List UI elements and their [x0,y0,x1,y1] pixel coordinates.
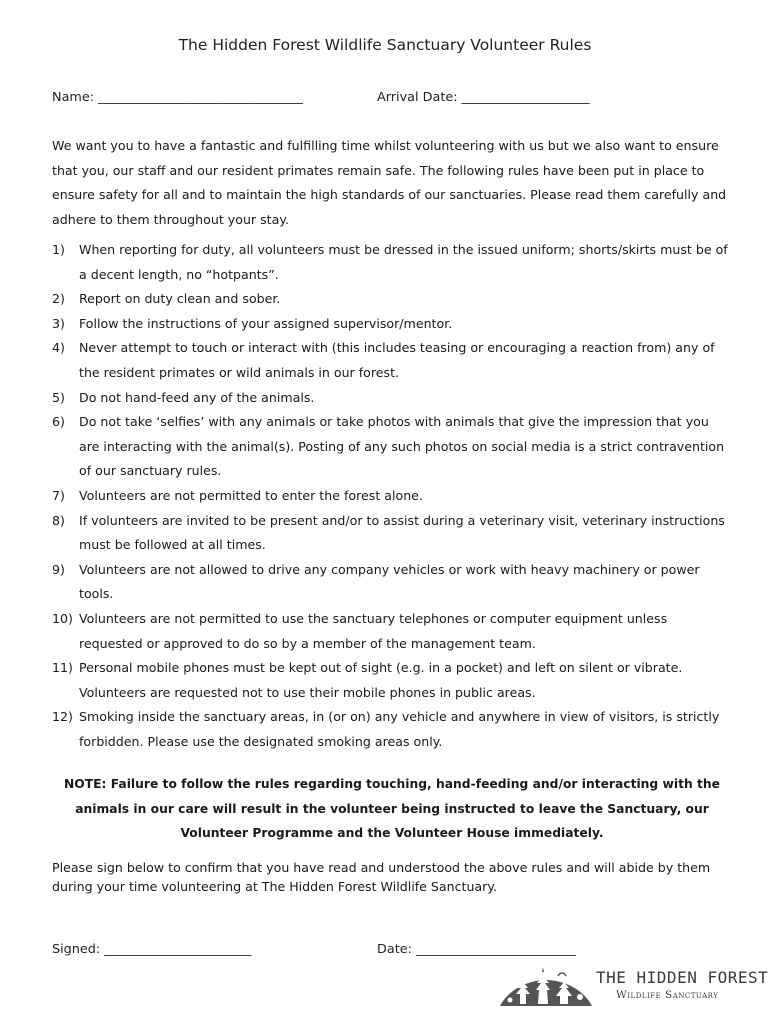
rule-number: 5) [52,389,65,405]
note-paragraph: NOTE: Failure to follow the rules regarding touching, hand-feeding and/or interacting with the animals in our care will result in the volunteer being instructed to leave the Sanctuary, our Volunteer Programme and the Volunteer House immediately. [64,777,720,841]
rule-number: 1) [52,242,65,257]
rule-text: When reporting for duty, all volunteers must be dressed in the issued uniform; shorts/skirts must be of a decent length, no “hotpants”. [79,242,728,282]
sanctuary-logo [498,966,769,1008]
rule-number: 8) [52,512,65,528]
rule-number: 7) [52,487,65,503]
rule-item [52,312,732,337]
rule-text: Volunteers are not permitted to enter the forest alone. [79,487,423,503]
arrival-date-field: Arrival Date: ____________________ [377,90,590,105]
rule-number: 12) [52,709,73,725]
intro-paragraph: We want you to have a fantastic and fulfilling time whilst volunteering with us but we also want to ensure that you, our staff and our resident primates remain safe. The following rules have been put in place to ensure safety for all and to maintain the high standards of our sanctuaries. Please read them carefully and adhere to them throughout your stay. [52,138,727,227]
rule-text: Follow the instructions of your assigned supervisor/mentor. [79,315,453,331]
document-title: The Hidden Forest Wildlife Sanctuary Volunteer Rules [178,36,592,54]
rule-text: Volunteers are not permitted to use the sanctuary telephones or computer equipment unless requested or approved to do so by a member of the management team. [79,610,668,651]
rule-item [52,656,732,705]
rule-text: Never attempt to touch or interact with (this includes teasing or encouraging a reaction from) any of the resident primates or wild animals in our forest. [79,340,715,380]
rule-item [52,336,732,385]
rule-text: Do not hand-feed any of the animals. [79,389,315,405]
rule-number: 6) [52,414,65,430]
date-field: Date: _________________________ [377,942,576,957]
forest-trees-icon [498,966,594,1006]
logo-title: THE HIDDEN FOREST [596,968,769,987]
rule-number: 3) [52,315,65,331]
rule-text: If volunteers are invited to be present and/or to assist during a veterinary visit, veterinary instructions must be followed at all times. [79,512,725,553]
rule-item [52,484,732,509]
rule-item [52,386,732,411]
rule-number: 9) [52,561,65,577]
rule-text: Report on duty clean and sober. [79,291,281,307]
rule-item [52,509,732,558]
rules-list [52,238,732,754]
rule-text: Personal mobile phones must be kept out of sight (e.g. in a pocket) and left on silent or vibrate. Volunteers are requested not to use their mobile phones in public areas. [79,660,683,700]
rule-number: 4) [52,340,65,356]
rule-text: Volunteers are not allowed to drive any company vehicles or work with heavy machinery or power tools. [79,561,700,602]
rule-item [52,607,732,656]
rule-item [52,410,732,484]
signed-field: Signed: _______________________ [52,942,252,957]
rule-item [52,287,732,312]
rule-item [52,558,732,607]
rule-text: Do not take ‘selfies’ with any animals or take photos with animals that give the impression that you are interacting with the animal(s). Posting of any such photos on social media is a strict contravention of our sanctuary rules. [79,414,725,479]
rule-number: 10) [52,610,73,626]
rule-text: Smoking inside the sanctuary areas, in (or on) any vehicle and anywhere in view of visitors, is strictly forbidden. Please use the designated smoking areas only. [79,709,720,749]
rule-item [52,238,732,287]
confirmation-paragraph: Please sign below to confirm that you have read and understood the above rules and will abide by them during your time volunteering at The Hidden Forest Wildlife Sanctuary. [52,860,711,894]
rule-number: 11) [52,660,73,676]
rule-number: 2) [52,291,65,307]
rule-item [52,705,732,754]
name-field: Name: ________________________________ [52,90,303,105]
logo-subtitle: Wildlife Sanctuary [616,989,719,1001]
